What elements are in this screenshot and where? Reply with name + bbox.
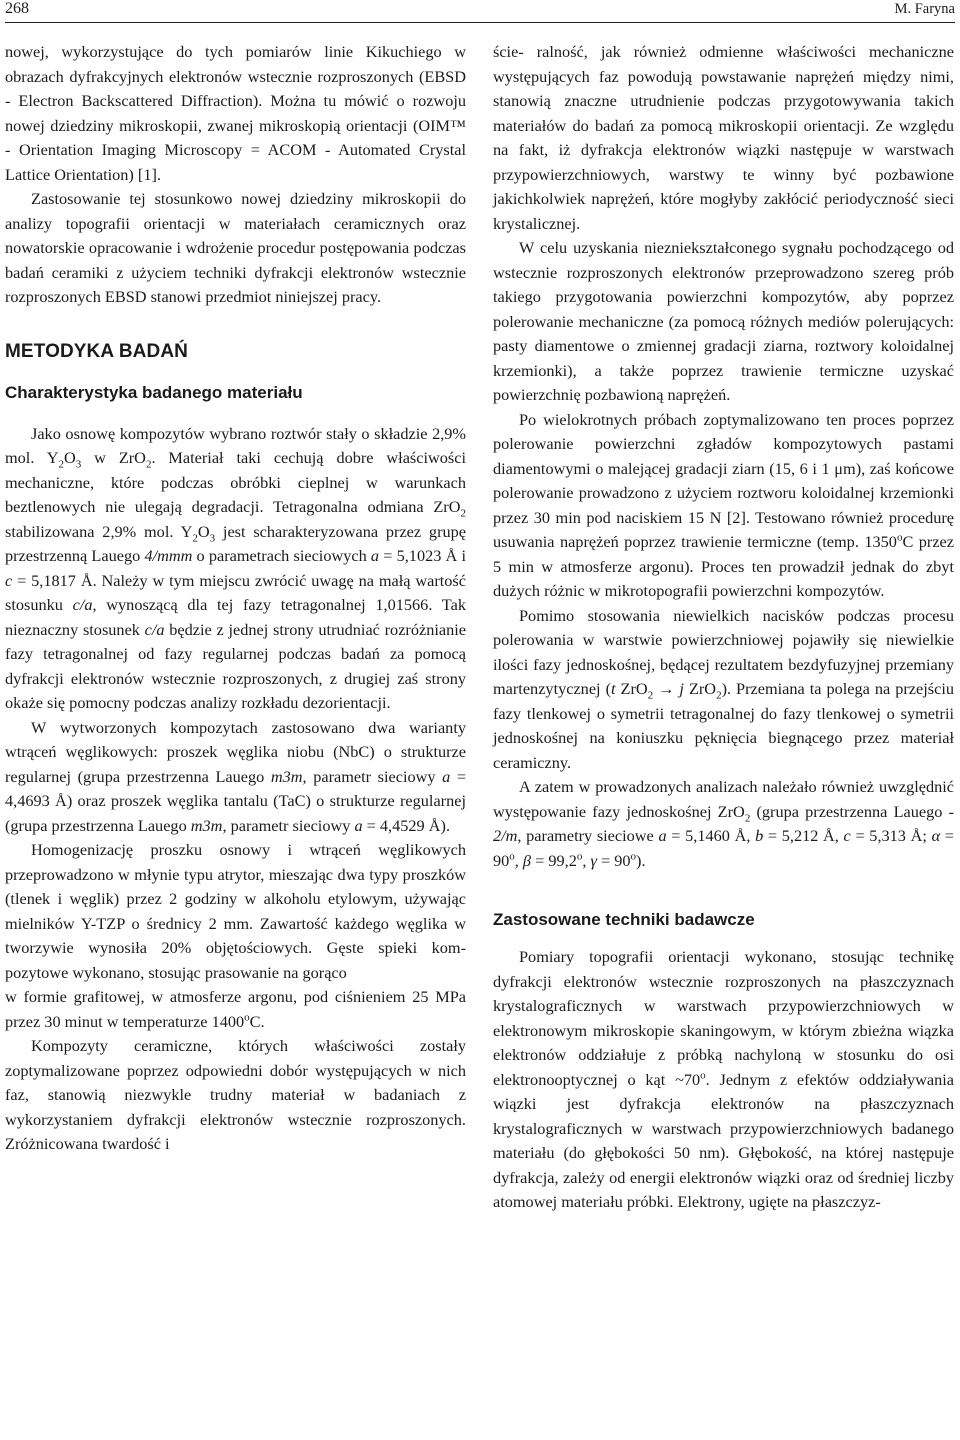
paragraph: Pomiary topografii orientacji wykonano, stosując technikę dyfrakcji elektronów wstecznie rozproszonych na płaszczyznach krystalograficznych w warstwach przypowierzchniowych w elektronowym mikroskopie skaningowym, w którym zbieżna wiązka elektronów oddziałuje z próbką nachyloną w stosunku do osi elektronooptycznej o kąt ~70$^o$. Jednym z efektów oddziaływania wiązki jest dyfrakcja elektronów na płaszczyznach krystalograficznych w warstwach przypowierzchniowych badanego materiału (do głębokości 50 nm). Głębokość, na której następuje dyfrakcja, zależy od energii elektronów wiązki oraz od średniej liczby atomowej materiału próbki. Elektrony, ugięte na płaszczyz-: [493, 947, 954, 1211]
paragraph: ście- ralność, jak również odmienne właściwości mechaniczne występujących faz powodują powstawanie naprężeń między nimi, stanowią znaczne utrudnienie podczas przygotowywania takich materiałów do badań za pomocą mikroskopii orientacji. Ze względu na fakt, iż dyfrakcja elektronów wiązki następuje w warstwach przypowierzchniowych, warstwy te winny być pozbawione jakichkolwiek naprężeń, które mogłyby zakłócić periodyczność sieci krystalicznej.: [493, 42, 954, 233]
paragraph: Jako osnowę kompozytów wybrano roztwór stały o składzie 2,9% mol. $Y_2O_3$ w ZrO$_2$. Materiał taki cechują dobre właściwości mechaniczne, które podczas obróbki cieplnej w warunkach beztlenowych nie ulegają degradacji. Tetragonalna odmiana ZrO$_2$ stabilizowana 2,9% mol. $Y_2O_3$ jest scharakteryzowana przez grupę przestrzenną Lauego 4/mmm o parametrach sieciowych a = 5,1023 Å i c = 5,1817 Å. Należy w tym miejscu zwrócić uwagę na małą wartość stosunku c/a, wynoszącą dla tej fazy tetragonalnej 1,01566. Tak nieznaczny stosunek c/a będzie z jednej strony utrudniać rozróżnianie fazy tetragonalnej od fazy regularnej podczas badań za pomocą dyfrakcji elektronów wstecznie rozproszonych, z drugiej zaś strony okaże się pomocny podczas analizy rozkładu dezorientacji.: [5, 423, 467, 712]
page-header: [5, 0, 955, 23]
paragraph: Homogenizację proszku osnowy i wtrąceń węglikowych przeprowadzono w młynie typu atrytor, mieszając dwa typy proszków (tlenek i węglik) przez 2 godziny w alkoholu etylowym, używając mielników Y-TZP o średnicy 2 mm. Zawartość każdego węglika w tworzywie wynosiła 20% objętościowych. Gęste spieki kom- pozytowe wykonano, stosując prasowanie na gorąco: [5, 840, 466, 982]
paragraph: W wytworzonych kompozytach zastosowano dwa warianty wtrąceń węglikowych: proszek węglika niobu (NbC) o strukturze regularnej (grupa przestrzenna Lauego m3m, parametr sieciowy a = 4,4693 Å) oraz proszek węglika tantalu (TaC) o strukturze regularnej (grupa przestrzenna Lauego m3m, parametr sieciowy a = 4,4529 Å).: [5, 717, 466, 835]
paragraph: nowej, wykorzystujące do tych pomiarów linie Kikuchiego w obrazach dyfrakcyjnych elektronów wstecznie rozproszonych (EBSD - Electron Backscattered Diffraction). Można tu mówić o rozwoju nowej dziedziny mikroskopii, zwanej mikroskopią orientacji (OIM™ - Orientation Imaging Microscopy = ACOM - Automated Crystal Lattice Orientation) [1].: [5, 42, 466, 184]
page-number: 268: [5, 0, 29, 17]
section-title: METODYKA BADAŃ: [5, 340, 188, 362]
paragraph: w formie grafitowej, w atmosferze argonu, pod ciśnieniem 25 MPa przez 30 minut w temperaturze 1400$^o$C.: [5, 987, 466, 1031]
paragraph: W celu uzyskania niezniekształconego sygnału pochodzącego od wstecznie rozproszonych elektronów przeprowadzono szereg prób takiego przygotowania powierzchni kompozytów, aby poprzez polerowanie mechaniczne (za pomocą różnych mediów polerujących: pasty diamentowe o zmiennej gradacji ziarna, roztwory koloidalnej krzemionki), a także poprzez trawienie termiczne uzyskać powierzchnię pozbawioną naprężeń.: [493, 238, 954, 404]
paragraph: Pomimo stosowania niewielkich nacisków podczas procesu polerowania w warstwie powierzchniowej pojawiły się niewielkie ilości fazy jednoskośnej, będącej rezultatem bezdyfuzyjnej przemiany martenzytycznej (t ZrO$_2$ → j ZrO$_2$). Przemiana ta polega na przejściu fazy tlenkowej o symetrii tetragonalnej do fazy tlenkowej o symetrii jednoskośnej na koniuszku pęknięcia biegnącego przez materiał ceramiczny.: [493, 605, 955, 772]
subsection-title: Charakterystyka badanego materiału: [5, 382, 303, 402]
paragraph: Po wielokrotnych próbach zoptymalizowano ten proces poprzez polerowanie powierzchni zgładów kompozytowych pastami diamentowymi o malejącej gradacji ziarn (15, 6 i 1 μm), zaś końcowe polerowanie prowadzono z użyciem roztworu koloidalnej krzemionki przez 30 min pod naciskiem 15 N [2]. Testowano również procedurę usuwania naprężeń poprzez trawienie termiczne (temp. 1350$^o$C przez 5 min w atmosferze argonu). Proces ten prowadził jednak do zbyt dużych różnic w mikrotopografii powierzchni kompozytów.: [493, 409, 955, 600]
paragraph: A zatem w prowadzonych analizach należało również uwzględnić występowanie fazy jednoskośnej ZrO$_2$ (grupa przestrzenna Lauego - 2/m, parametry sieciowe a = 5,1460 Å, b = 5,212 Å, c = 5,313 Å; $\alpha = 90^o$, $\beta = 99,2^o$, $\gamma = 90^o$).: [493, 777, 954, 870]
paragraph: Kompozyty ceramiczne, których właściwości zostały zoptymalizowane poprzez odpowiedni dobór występujących w nich faz, stanowią niezwykle trudny materiał w badaniach z wykorzystaniem dyfrakcji elektronów wstecznie rozproszonych. Zróżnicowana twardość i: [5, 1036, 466, 1153]
left-column: [5, 40, 466, 1157]
right-column: [493, 40, 954, 1215]
running-author: M. Faryna: [894, 1, 955, 17]
subsection-title: Zastosowane techniki badawcze: [493, 910, 755, 929]
paragraph: Zastosowanie tej stosunkowo nowej dziedziny mikroskopii do analizy topografii orientacji w materiałach ceramicznych oraz nowatorskie opracowanie i wdrożenie procedur postępowania podczas badań ceramiki z użyciem techniki dyfrakcji elektronów wstecznie rozproszonych EBSD stanowi przedmiot niniejszej pracy.: [5, 189, 466, 306]
